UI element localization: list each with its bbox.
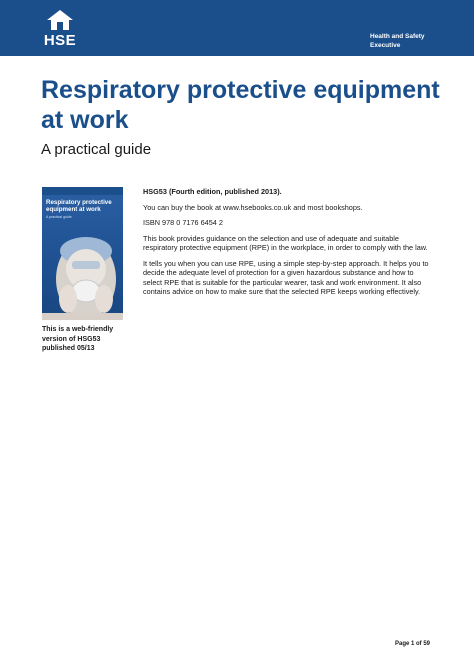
logo-text: HSE xyxy=(43,32,77,49)
respirator-wearer-image xyxy=(42,221,123,320)
document-title: Respiratory protective equipment at work xyxy=(41,76,440,134)
caption-line-3: published 05/13 xyxy=(42,345,95,352)
agency-line-1: Health and Safety xyxy=(370,33,425,40)
hse-logo xyxy=(42,9,78,49)
description-paragraph: It tells you when you can use RPE, using a simple step-by-step approach. It helps you to decide the adequate level of protection for a given hazardous substance and how to select RPE that is suitable for the particular wearer, task and work environment. It also contains advice on how to make sure that the selected RPE keeps working effectively. xyxy=(143,258,429,296)
agency-line-2: Executive xyxy=(370,42,401,49)
caption-line-2: version of HSG53 xyxy=(42,335,101,343)
publication-reference: HSG53 (Fourth edition, published 2013). xyxy=(143,187,282,196)
web-version-caption xyxy=(42,325,132,354)
cover-header-strip xyxy=(42,187,123,195)
page-number: Page 1 of 59 xyxy=(395,641,431,647)
header-banner xyxy=(0,0,474,56)
purchase-info: You can buy the book at www.hsebooks.co.uk and most bookshops. xyxy=(143,202,363,212)
crown-icon xyxy=(42,9,78,31)
intro-paragraph: This book provides guidance on the selection and use of adequate and suitable respiratory protective equipment (RPE) in the workplace, in order to comply with the law. xyxy=(143,233,428,252)
agency-name xyxy=(370,32,470,50)
cover-subtitle: A practical guide xyxy=(46,215,72,219)
cover-title: Respiratory protective equipment at work xyxy=(46,199,112,213)
isbn: ISBN 978 0 7176 6454 2 xyxy=(143,218,223,227)
body-text xyxy=(143,187,433,303)
document-subtitle: A practical guide xyxy=(41,141,152,158)
caption-line-1: This is a web-friendly xyxy=(42,326,114,333)
book-cover xyxy=(42,187,123,320)
